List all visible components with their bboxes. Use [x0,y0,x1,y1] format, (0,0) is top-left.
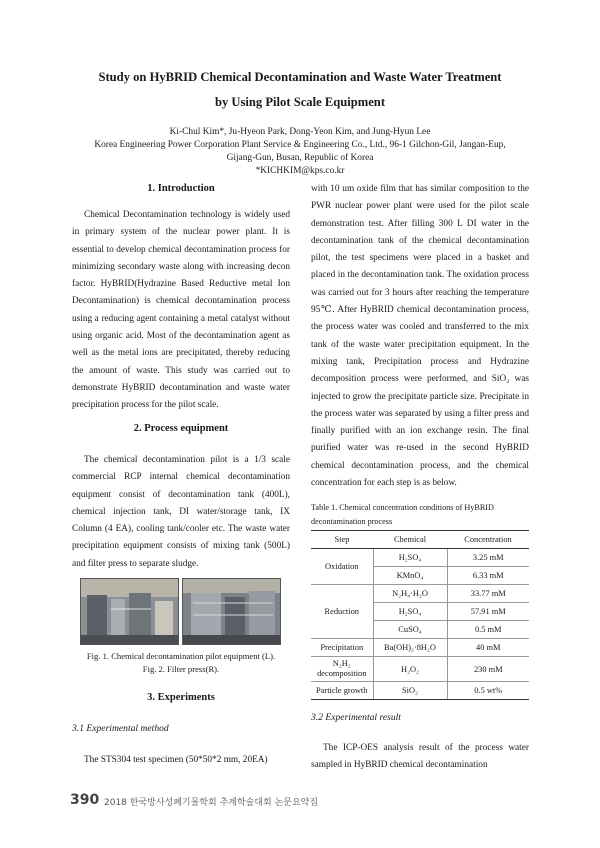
experimental-method-paragraph [72,752,290,769]
chemical-cell: H₂SO₄ [373,603,447,621]
table-row [311,682,529,700]
intro-heading: 1. Introduction [147,183,215,194]
concentration-cell: 3.25 mM [447,549,529,567]
page-number: 390 [70,792,100,808]
method-continued-paragraph [311,181,529,492]
affiliation-line1: Korea Engineering Power Corporation Plant Service & Engineering Co., Ltd., 96-1 Gilchon-Gil, Jangan-Eup, [94,140,506,150]
chemical-cell: KMnO₄ [373,567,447,585]
paper-title-line1: Study on HyBRID Chemical Decontamination and Waste Water Treatment [98,70,502,84]
concentration-cell: 33.77 mM [447,585,529,603]
concentration-cell: 6.33 mM [447,567,529,585]
table-header-step: Step [311,531,373,549]
table-header-concentration: Concentration [447,531,529,549]
authors: Ki-Chul Kim*, Ju-Hyeon Park, Dong-Yeon Kim, and Jung-Hyun Lee [169,127,431,137]
experimental-method-subheading: 3.1 Experimental method [72,723,169,734]
table-row [311,585,529,603]
concentration-cell: 0.5 wt% [447,682,529,700]
step-particle-growth: Particle growth [311,682,373,700]
step-decomposition-label: decomposition [317,669,367,678]
step-precipitation: Precipitation [311,639,373,657]
step-n2h2-label: N₂H₂ [332,659,351,668]
step-reduction: Reduction [311,585,373,639]
figure-caption-1: Fig. 1. Chemical decontamination pilot equipment (L). [86,651,276,661]
step-oxidation: Oxidation [311,549,373,585]
filter-press-image [183,579,280,644]
chemical-cell: N₂H₄·H₂O [373,585,447,603]
concentration-cell: 57.91 mM [447,603,529,621]
experimental-result-paragraph [311,740,529,775]
process-heading: 2. Process equipment [133,423,229,434]
table-row [311,639,529,657]
chemical-cell: SiO₂ [373,682,447,700]
table-caption: Table 1. Chemical concentration conditions of HyBRID decontamination process [311,503,494,526]
chemical-cell: H₂SO₄ [373,549,447,567]
table-row [311,657,529,682]
pilot-equipment-image [81,579,178,644]
intro-text: Chemical Decontamination technology is widely used in primary system of the nuclear power plant. It is essential to develop chemical decontamination process for minimizing secondary waste along with increasing decon factor. HyBRID(Hydrazine Based Reductive metal Ion Decontamination) is chemical decontamination process using a reducing agent containing a metal catalyst without using organic acid. Most of the decontamination agent as well as the metal ions are precipitated, thereby reducing the amount of waste. This study was carried out to demonstrate HyBRID decontamination and waste water precipitation process for the pilot scale. [72,210,290,411]
concentration-cell: 0.5 mM [447,621,529,639]
process-text: The chemical decontamination pilot is a 1/3 scale commercial RCP internal chemical decontamination equipment consist of decontamination tank (400L), chemical injection tank, DI water/storage tank, IX Column (4 EA), cooling tank/cooler etc. The waste water precipitation equipment consists of mixing tank (500L) and filter press to separate sludge. [72,455,290,569]
concentration-cell: 40 mM [447,639,529,657]
table-header-row [311,531,529,549]
process-paragraph [72,452,290,573]
table-row [311,549,529,567]
experimental-method-text: The STS304 test specimen (50*50*2 mm, 20EA) [84,755,268,765]
table-header-chemical: Chemical [373,531,447,549]
method-continued-text: with 10 um oxide film that has similar composition to the PWR nuclear power plant were used for the pilot scale demonstration test. After filling 300 L DI water in the decontamination tank of the chemical decontamination pilot, the test specimens were placed in a basket and placed in the decontamination tank. The oxidation process was carried out for 3 hours after reaching the temperature 95℃. After HyBRID chemical decontamination process, the process water was cooled and transferred to the mix tank of the waste water precipitation equipment. In the mixing tank, Precipitation process and Hydrazine decomposition process were performed, and SiO₂ was injected to grow the precipitate particle size. Precipitate in the process water was separated by using a filter press and finally purified with an ion exchange resin. The final purified water was re-used in the second HyBRID chemical decontamination process, and the chemical concentration for each step is as below. [311,184,529,489]
contact-email: *KICHKIM@kps.co.kr [255,166,345,176]
chemical-cell: Ba(OH)₂·8H₂O [373,639,447,657]
affiliation-line2: Gijang-Gun, Busan, Republic of Korea [226,153,374,163]
experimental-result-subheading: 3.2 Experimental result [311,712,401,723]
concentration-cell: 230 mM [447,657,529,682]
proceedings-name: 2018 한국방사성폐기물학회 추계학술대회 논문요약집 [104,798,319,808]
chemical-concentration-table [311,530,529,700]
filter-press-photo [182,578,281,645]
intro-paragraph [72,207,290,415]
experiments-heading: 3. Experiments [147,692,215,703]
chemical-cell: CuSO₄ [373,621,447,639]
step-n2h2-decomposition [311,657,373,682]
experimental-result-text: The ICP-OES analysis result of the process water sampled in HyBRID chemical decontamination [311,743,529,771]
chemical-cell: H₂O₂ [373,657,447,682]
pilot-equipment-photo [80,578,179,645]
figure-caption-2: Fig. 2. Filter press(R). [142,664,220,674]
paper-title-line2: by Using Pilot Scale Equipment [214,95,386,109]
